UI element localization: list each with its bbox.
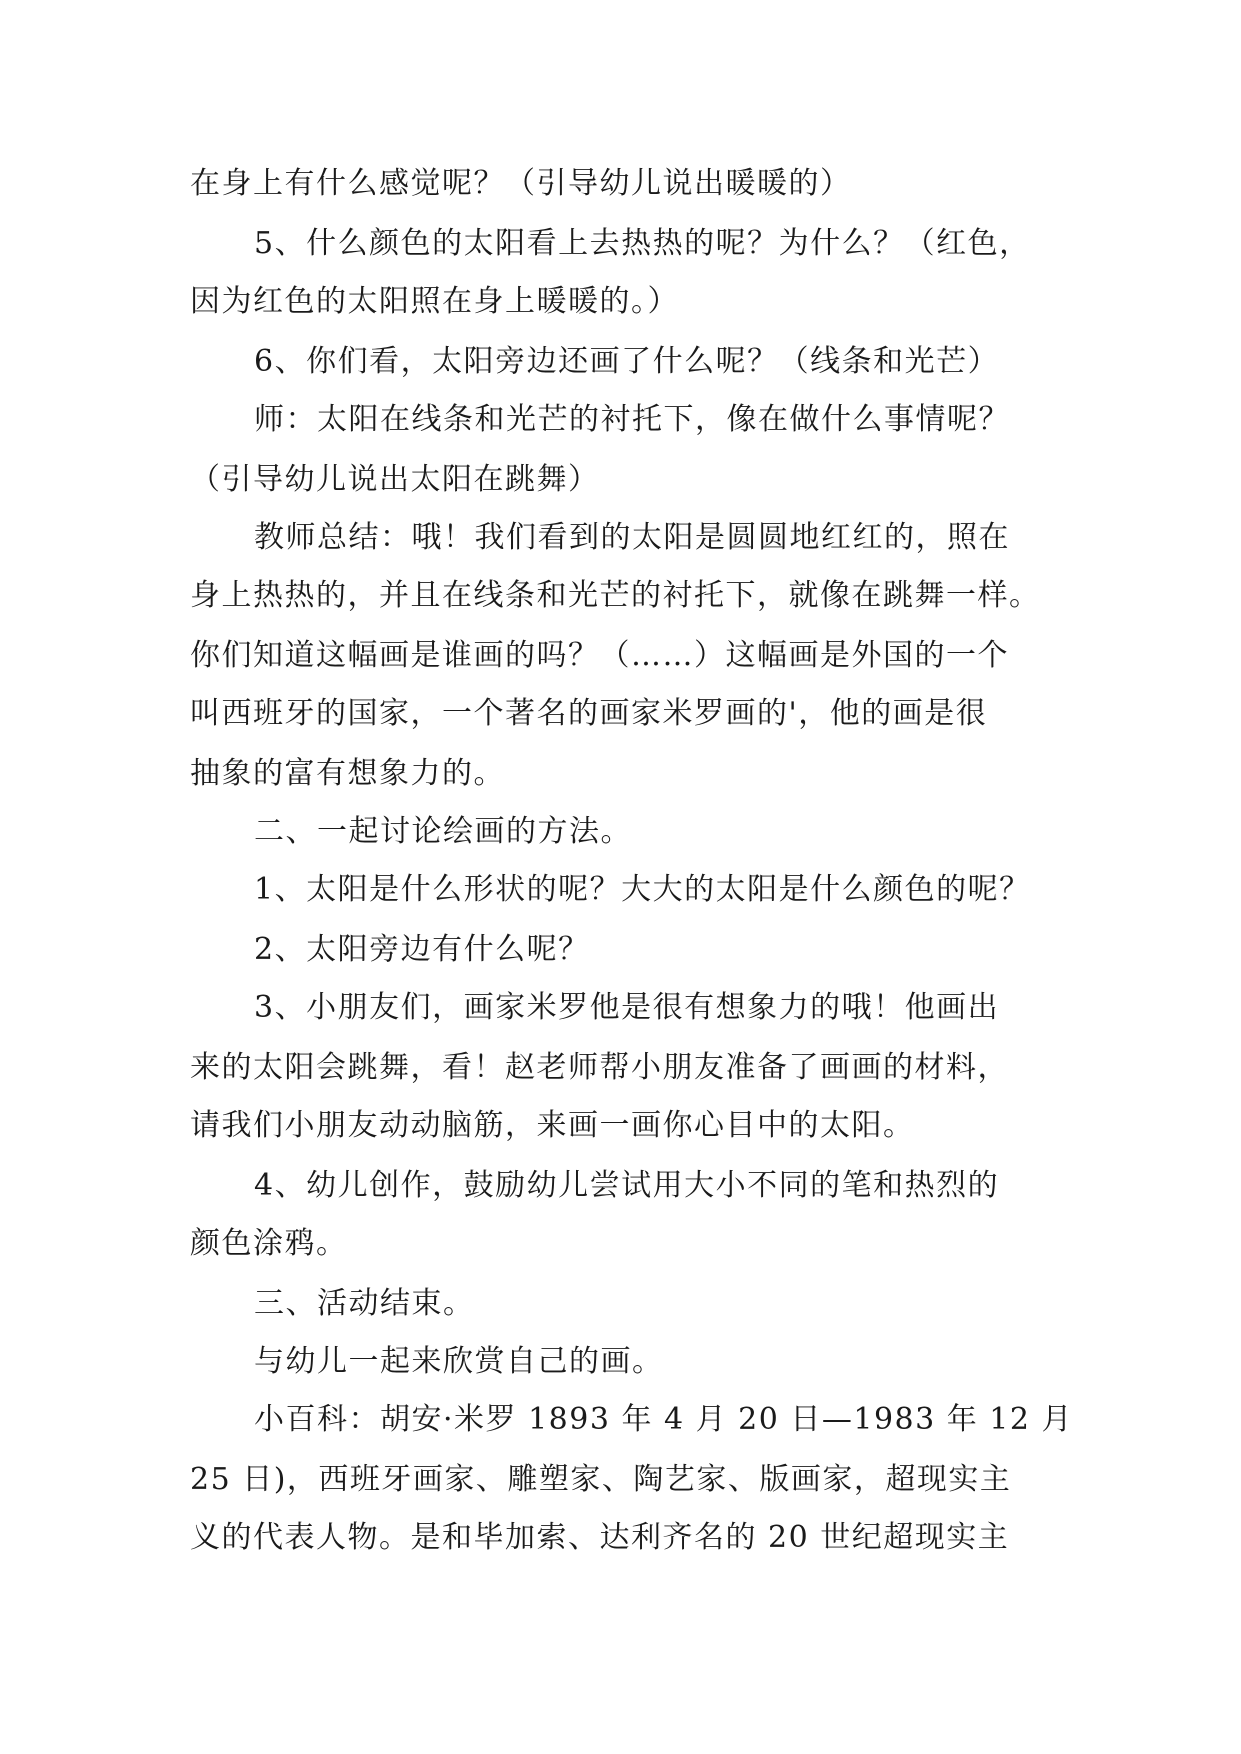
body-line: 25 日)，西班牙画家、雕塑家、陶艺家、版画家，超现实主 [190, 1462, 1012, 1497]
body-line: （引导幼儿说出太阳在跳舞） [190, 462, 600, 497]
body-line: 来的太阳会跳舞，看！赵老师帮小朋友准备了画画的材料， [190, 1050, 1009, 1085]
body-line: 请我们小朋友动动脑筋，来画一画你心目中的太阳。 [190, 1108, 915, 1143]
body-line: 4、幼儿创作，鼓励幼儿尝试用大小不同的笔和热烈的 [254, 1168, 1000, 1203]
body-line: 6、你们看，太阳旁边还画了什么呢？（线条和光芒） [254, 344, 1000, 379]
body-line: 2、太阳旁边有什么呢？ [254, 932, 590, 967]
body-line: 5、什么颜色的太阳看上去热热的呢？为什么？（红色， [254, 226, 1031, 261]
body-line: 你们知道这幅画是谁画的吗？（……）这幅画是外国的一个 [190, 638, 1009, 673]
body-line: 义的代表人物。是和毕加索、达利齐名的 20 世纪超现实主 [190, 1520, 1010, 1555]
body-line: 颜色涂鸦。 [190, 1226, 348, 1261]
body-line: 叫西班牙的国家，一个著名的画家米罗画的'，他的画是很 [190, 696, 988, 731]
body-line: 师：太阳在线条和光芒的衬托下，像在做什么事情呢？ [254, 402, 1010, 437]
body-line: 身上热热的，并且在线条和光芒的衬托下，就像在跳舞一样。 [190, 578, 1041, 613]
body-line: 在身上有什么感觉呢？（引导幼儿说出暖暖的） [190, 166, 852, 201]
body-line: 二、一起讨论绘画的方法。 [254, 814, 632, 849]
body-line: 3、小朋友们，画家米罗他是很有想象力的哦！他画出 [254, 990, 1000, 1025]
body-line: 三、活动结束。 [254, 1286, 475, 1321]
body-line: 与幼儿一起来欣赏自己的画。 [254, 1344, 664, 1379]
body-line: 因为红色的太阳照在身上暖暖的。） [190, 284, 679, 319]
body-line: 1、太阳是什么形状的呢？大大的太阳是什么颜色的呢？ [254, 872, 1031, 907]
body-line: 教师总结：哦！我们看到的太阳是圆圆地红红的，照在 [254, 520, 1010, 555]
body-line: 小百科：胡安·米罗 1893 年 4 月 20 日—1983 年 12 月 [254, 1402, 1073, 1437]
body-line: 抽象的富有想象力的。 [190, 756, 505, 791]
